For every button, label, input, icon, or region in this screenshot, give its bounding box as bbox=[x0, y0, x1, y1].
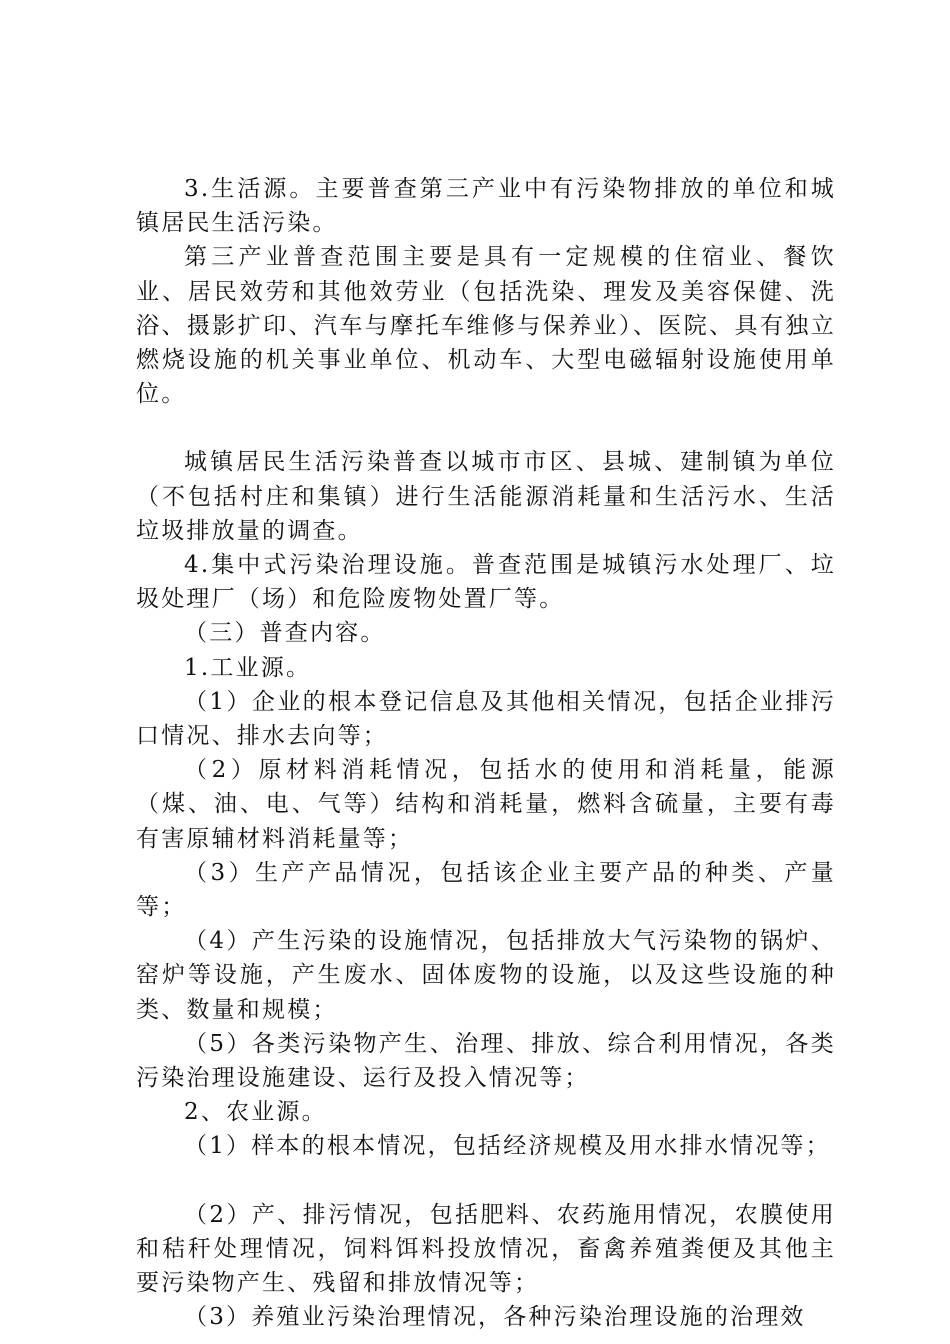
list-item-industrial-3: （3）生产产品情况，包括该企业主要产品的种类、产量等； bbox=[136, 859, 836, 921]
paragraph-gap bbox=[136, 411, 836, 445]
section-heading-survey-content: （三）普查内容。 bbox=[184, 620, 386, 647]
list-item-agricultural-3: （3）养殖业污染治理情况，各种污染治理设施的治理效 bbox=[184, 1304, 806, 1331]
paragraph-living-source: 3.生活源。主要普查第三产业中有污染物排放的单位和城镇居民生活污染。 bbox=[136, 176, 836, 237]
list-item-industrial-2: （2）原材料消耗情况，包括水的使用和消耗量，能源（煤、油、电、气等）结构和消耗量，燃料含硫量，主要有毒有害原辅材料消耗量等； bbox=[136, 757, 836, 852]
paragraph-tertiary-scope: 第三产业普查范围主要是具有一定规模的住宿业、餐饮业、居民效劳和其他效劳业（包括洗染、理发及美容保健、洗浴、摄影扩印、汽车与摩托车维修与保养业）、医院、具有独立燃烧设施的机关事业单位、机动车、大型电磁辐射设施使用单位。 bbox=[136, 244, 836, 408]
paragraph-urban-residents: 城镇居民生活污染普查以城市市区、县城、建制镇为单位（不包括村庄和集镇）进行生活能源消耗量和生活污水、生活垃圾排放量的调查。 bbox=[136, 449, 836, 544]
list-item-agricultural-2: （2）产、排污情况，包括肥料、农药施用情况，农膜使用和秸秆处理情况，饲料饵料投放情况，畜禽养殖粪便及其他主要污染物产生、残留和排放情况等； bbox=[136, 1201, 836, 1297]
subheading-industrial-source: 1.工业源。 bbox=[184, 654, 312, 681]
paragraph-centralized-facilities: 4.集中式污染治理设施。普查范围是城镇污水处理厂、垃圾处理厂（场）和危险废物处置厂等。 bbox=[136, 552, 836, 613]
list-item-industrial-5: （5）各类污染物产生、治理、排放、综合利用情况，各类污染治理设施建设、运行及投入情况等； bbox=[136, 1030, 836, 1092]
paragraph-gap bbox=[136, 1164, 836, 1198]
list-item-agricultural-1: （1）样本的根本情况，包括经济规模及用水排水情况等； bbox=[184, 1133, 831, 1160]
list-item-industrial-1: （1）企业的根本登记信息及其他相关情况，包括企业排污口情况、排水去向等； bbox=[136, 688, 836, 750]
document-body bbox=[136, 172, 836, 1335]
list-item-industrial-4: （4）产生污染的设施情况，包括排放大气污染物的锅炉、窑炉等设施，产生废水、固体废物的设施，以及这些设施的种类、数量和规模； bbox=[136, 928, 836, 1023]
subheading-agricultural-source: 2、农业源。 bbox=[184, 1099, 327, 1126]
